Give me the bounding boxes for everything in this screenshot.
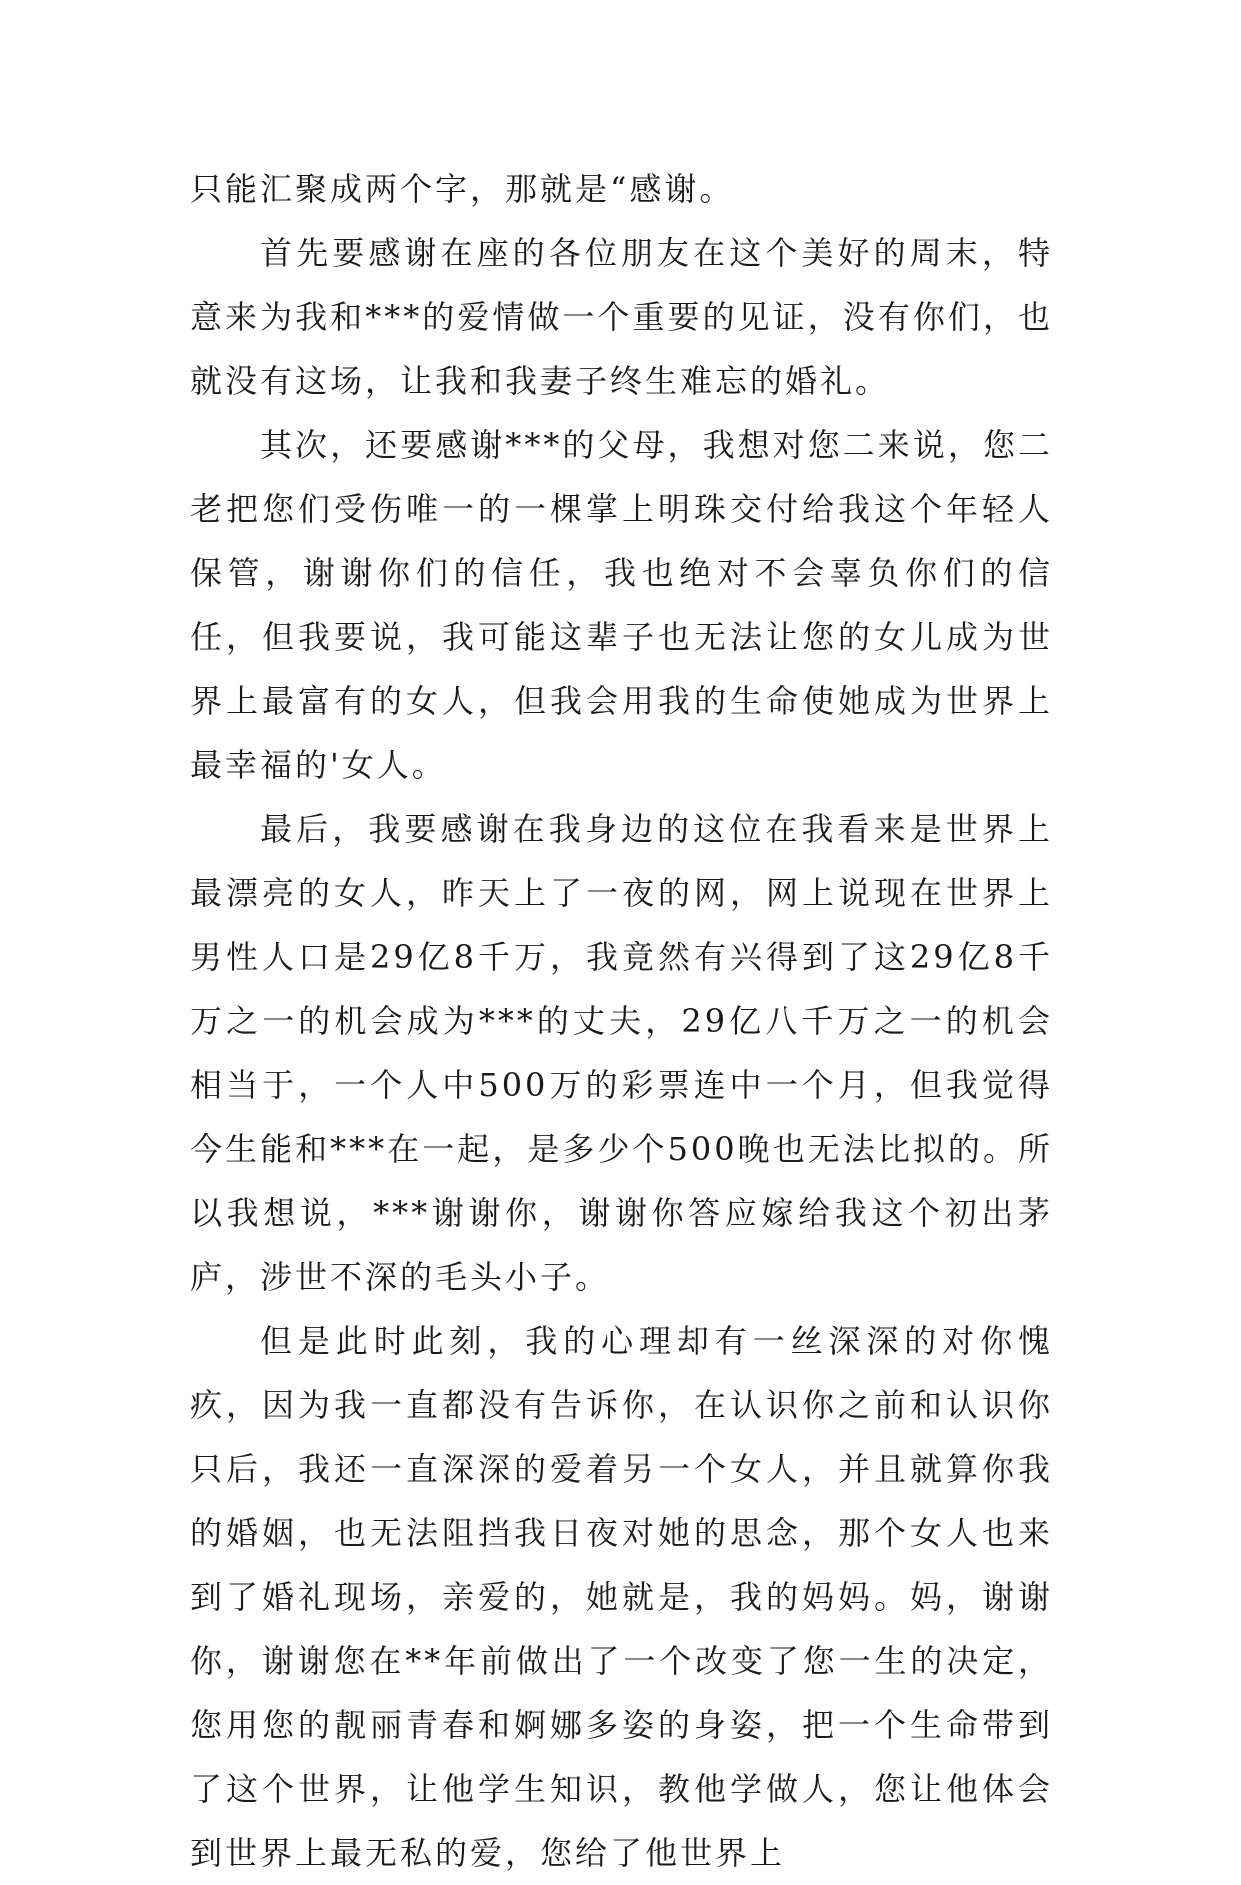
paragraph-2: 首先要感谢在座的各位朋友在这个美好的周末，特意来为我和***的爱情做一个重要的见证，没有你们，也就没有这场，让我和我妻子终生难忘的婚礼。 — [190, 234, 1053, 400]
paragraph-1: 只能汇聚成两个字，那就是“感谢。 — [190, 170, 735, 208]
paragraph-5: 但是此时此刻，我的心理却有一丝深深的对你愧疚，因为我一直都没有告诉你，在认识你之前和认识你只后，我还一直深深的爱着另一个女人，并且就算你我的婚姻，也无法阻挡我日夜对她的思念，那个女人也来到了婚礼现场，亲爱的，她就是，我的妈妈。妈，谢谢你，谢谢您在**年前做出了一个改变了您一生的决定，您用您的靓丽青春和婀娜多姿的身姿，把一个生命带到了这个世界，让他学生知识，教他学做人，您让他体会到世界上最无私的爱，您给了他世界上 — [190, 1322, 1053, 1872]
paragraph-3: 其次，还要感谢***的父母，我想对您二来说，您二老把您们受伤唯一的一棵掌上明珠交付给我这个年轻人保管，谢谢你们的信任，我也绝对不会辜负你们的信任，但我要说，我可能这辈子也无法让您的女儿成为世界上最富有的女人，但我会用我的生命使她成为世界上最幸福的'女人。 — [190, 426, 1053, 784]
body-text — [190, 157, 1053, 1885]
paragraph-4: 最后，我要感谢在我身边的这位在我看来是世界上最漂亮的女人，昨天上了一夜的网，网上说现在世界上男性人口是29亿8千万，我竟然有兴得到了这29亿8千万之一的机会成为***的丈夫，29亿八千万之一的机会相当于，一个人中500万的彩票连中一个月，但我觉得今生能和***在一起，是多少个500晚也无法比拟的。所以我想说，***谢谢你，谢谢你答应嫁给我这个初出茅庐，涉世不深的毛头小子。 — [190, 810, 1053, 1296]
